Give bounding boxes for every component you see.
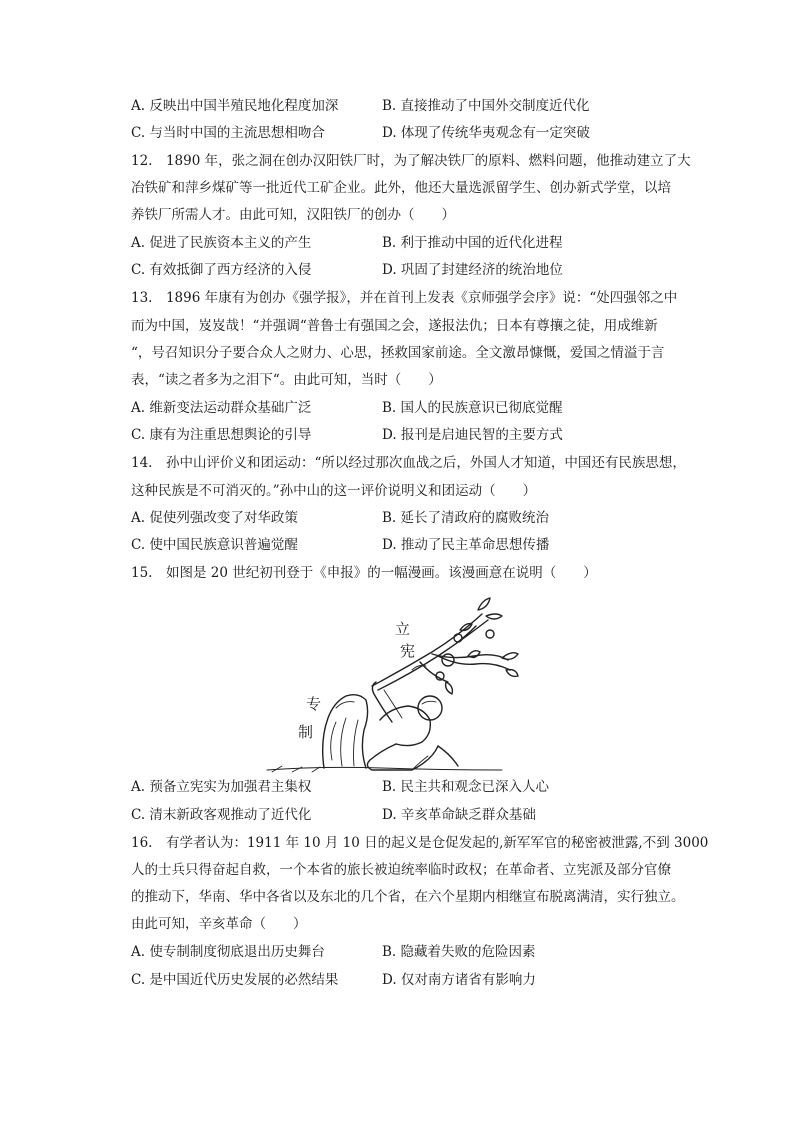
cartoon-label-xian: 宪 xyxy=(400,642,416,660)
q13-stem-line-2: 而为中国，岌岌哉！“并强调“普鲁士有强国之会，遂报法仇；日本有尊攘之徒，用成维新 xyxy=(131,318,658,334)
q11-option-d: D. 体现了传统华夷观念有一定突破 xyxy=(382,125,590,141)
cartoon-drawing xyxy=(262,590,522,775)
q13-option-b: B. 国人的民族意识已彻底觉醒 xyxy=(382,400,563,416)
q15-option-b: B. 民主共和观念已深入人心 xyxy=(382,779,550,795)
q16-option-c: C. 是中国近代历史发展的必然结果 xyxy=(131,972,339,988)
q15-cartoon xyxy=(262,590,522,775)
q12-option-c: C. 有效抵御了西方经济的入侵 xyxy=(131,262,312,278)
q13-option-a: A. 维新变法运动群众基础广泛 xyxy=(131,400,312,416)
q12-stem-line-3: 养铁厂所需人才。由此可知，汉阳铁厂的创办（ ） xyxy=(131,207,455,223)
q14-stem-line-2: 这种民族是不可消灭的。”孙中山的这一评价说明义和团运动（ ） xyxy=(131,483,537,499)
q15-option-d: D. 辛亥革命缺乏群众基础 xyxy=(382,807,536,823)
q13-stem-line-4: 表，“读之者多为之泪下“。由此可知，当时（ ） xyxy=(131,372,442,388)
q13-option-c: C. 康有为注重思想舆论的引导 xyxy=(131,427,312,443)
cartoon-label-zhuan: 专 xyxy=(306,695,322,713)
q12-stem-line-2: 冶铁矿和萍乡煤矿等一批近代工矿企业。此外，他还大量选派留学生、创办新式学堂，以培 xyxy=(131,180,671,196)
q11-option-c: C. 与当时中国的主流思想相吻合 xyxy=(131,125,325,141)
q14-option-b: B. 延长了清政府的腐败统治 xyxy=(382,510,550,526)
q16-stem-line-3: 的推动下，华南、华中各省以及东北的几个省，在六个星期内相继宣布脱离满清，实行独立。 xyxy=(131,889,685,905)
q16-stem-line-1: 16. 有学者认为：1911 年 10 月 10 日的起义是仓促发起的,新军军官的秘密被泄露,不到 3000 xyxy=(131,835,709,851)
q13-option-d: D. 报刊是启迪民智的主要方式 xyxy=(382,427,563,443)
q14-stem-line-1: 14. 孙中山评价义和团运动：“所以经过那次血战之后，外国人才知道，中国还有民族思想， xyxy=(131,455,686,471)
q15-option-c: C. 清末新政客观推动了近代化 xyxy=(131,807,312,823)
q12-option-b: B. 利于推动中国的近代化进程 xyxy=(382,235,563,251)
q11-option-b: B. 直接推动了中国外交制度近代化 xyxy=(382,98,590,114)
q12-option-a: A. 促进了民族资本主义的产生 xyxy=(131,235,312,251)
q16-option-d: D. 仅对南方诸省有影响力 xyxy=(382,972,536,988)
q11-option-a: A. 反映出中国半殖民地化程度加深 xyxy=(131,98,339,114)
q14-option-c: C. 使中国民族意识普遍觉醒 xyxy=(131,537,298,553)
q12-stem-line-1: 12. 1890 年，张之洞在创办汉阳铁厂时，为了解决铁厂的原料、燃料问题，他推动建立了大 xyxy=(131,153,691,169)
q14-option-d: D. 推动了民主革命思想传播 xyxy=(382,537,550,553)
q13-stem-line-1: 13. 1896 年康有为创办《强学报》，并在首刊上发表《京师强学会序》说：“处四强邻之中 xyxy=(131,290,678,306)
q14-option-a: A. 促使列强改变了对华政策 xyxy=(131,510,298,526)
cartoon-label-zhi: 制 xyxy=(298,723,314,741)
q16-stem-line-4: 由此可知，辛亥革命（ ） xyxy=(131,916,307,932)
q13-stem-line-3: “，号召知识分子要合众人之财力、心思，拯救国家前途。全文激昂慷慨，爱国之情溢于言 xyxy=(131,345,665,361)
q16-option-b: B. 隐藏着失败的危险因素 xyxy=(382,944,536,960)
q16-option-a: A. 使专制制度彻底退出历史舞台 xyxy=(131,944,325,960)
q15-option-a: A. 预备立宪实为加强君主集权 xyxy=(131,779,312,795)
cartoon-label-li: 立 xyxy=(395,620,411,638)
q12-option-d: D. 巩固了封建经济的统治地位 xyxy=(382,262,563,278)
q16-stem-line-2: 人的士兵只得奋起自救，一个本省的旅长被迫统率临时政权；在革命者、立宪派及部分官僚 xyxy=(131,862,671,878)
q15-stem-line-1: 15. 如图是 20 世纪初刊登于《申报》的一幅漫画。该漫画意在说明（ ） xyxy=(131,565,597,581)
